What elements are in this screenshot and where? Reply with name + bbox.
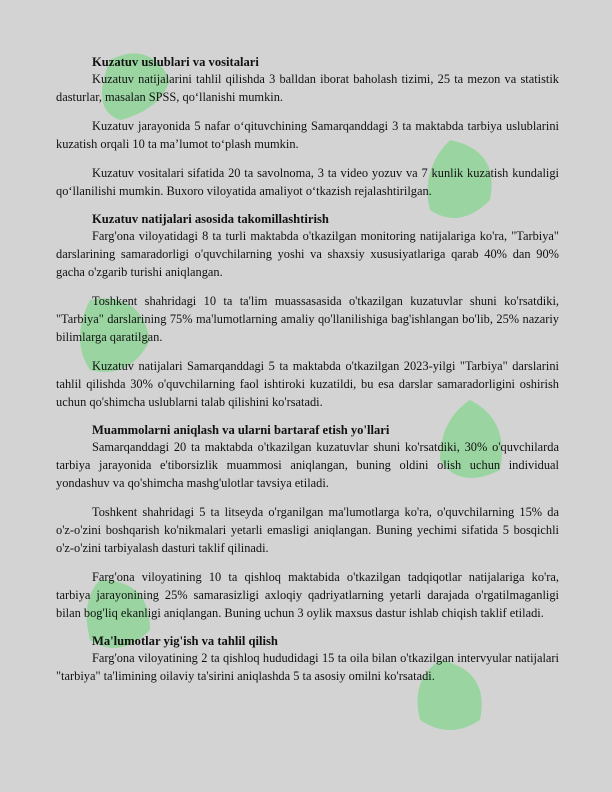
section-heading: Kuzatuv natijalari asosida takomillashtirish: [92, 212, 329, 226]
body-paragraph: Kuzatuv vositalari sifatida 20 ta savolnoma, 3 ta video yozuv va 7 kunlik kuzatish kundaligi qo‘llanilishi mumkin. Buxoro viloyatida amaliyot o‘tkazish rejalashtirilgan.: [56, 166, 559, 198]
body-paragraph: Kuzatuv natijalarini tahlil qilishda 3 balldan iborat baholash tizimi, 25 ta mezon va statistik dasturlar, masalan SPSS, qo‘llanishi mumkin.: [56, 72, 559, 104]
document-section: [56, 54, 559, 200]
body-paragraph: Farg'ona viloyatining 2 ta qishloq hududidagi 15 ta oila bilan o'tkazilgan intervyular natijalari "tarbiya" ta'limining oilaviy ta'sirini aniqlashda 5 ta asosiy omilni ko'rsatadi.: [56, 651, 559, 683]
body-paragraph: Toshkent shahridagi 10 ta ta'lim muassasasida o'tkazilgan kuzatuvlar shuni ko'rsatdiki, "Tarbiya" darslarining 75% ma'lumotlarning amaliy qo'llanilishiga bag'ishlangan bo'lib, 25% nazariy bilimlarga qaratilgan.: [56, 294, 559, 344]
section-heading: Kuzatuv uslublari va vositalari: [92, 55, 259, 69]
section-heading: Muammolarni aniqlash va ularni bartaraf etish yo'llari: [92, 423, 390, 437]
body-paragraph: Samarqanddagi 20 ta maktabda o'tkazilgan kuzatuvlar shuni ko'rsatdiki, 30% o'quvchilarda tarbiya jarayonida e'tiborsizlik muammosi aniqlangan, buning oldini olish uchun individual yondashuv va qo'shimcha mashg'ulotlar tavsiya etiladi.: [56, 440, 559, 490]
body-paragraph: Farg'ona viloyatidagi 8 ta turli maktabda o'tkazilgan monitoring natijalariga ko'ra, "Tarbiya" darslarining samaradorligi o'quvchilarning yoshi va shaxsiy xususiyatlariga qarab 40% dan 90% gacha o'zgarib turishi aniqlangan.: [56, 229, 559, 279]
section-heading: Ma'lumotlar yig'ish va tahlil qilish: [92, 634, 278, 648]
document-section: [56, 211, 559, 411]
document-section: [56, 422, 559, 622]
body-paragraph: Farg'ona viloyatining 10 ta qishloq maktabida o'tkazilgan tadqiqotlar natijalariga ko'ra, tarbiya jarayonining 25% samarasizligi axloqiy qadriyatlarning yetarli darajada o'rgatilmaganligi bilan bog'liq ekanligi aniqlangan. Buning uchun 3 oylik maxsus dastur ishlab chiqish taklif etiladi.: [56, 570, 559, 620]
document-page: [56, 50, 559, 696]
body-paragraph: Toshkent shahridagi 5 ta litseyda o'rganilgan ma'lumotlarga ko'ra, o'quvchilarning 15% da o'z-o'zini boshqarish ko'nikmalari yetarli emasligi aniqlangan. Buning yechimi sifatida 5 bosqichli o'z-o'zini tarbiyalash dasturi taklif qilinadi.: [56, 505, 559, 555]
body-paragraph: Kuzatuv jarayonida 5 nafar o‘qituvchining Samarqanddagi 3 ta maktabda tarbiya uslublarini kuzatish orqali 10 ta ma’lumot to‘plash mumkin.: [56, 119, 559, 151]
document-section: [56, 633, 559, 685]
body-paragraph: Kuzatuv natijalari Samarqanddagi 5 ta maktabda o'tkazilgan 2023-yilgi "Tarbiya" darslarini tahlil qilishda 30% o'quvchilarning faol ishtiroki kuzatildi, bu esa darslar samaradorligini oshirish uchun qo'shimcha uslublarni talab qilishini ko'rsatadi.: [56, 359, 559, 409]
